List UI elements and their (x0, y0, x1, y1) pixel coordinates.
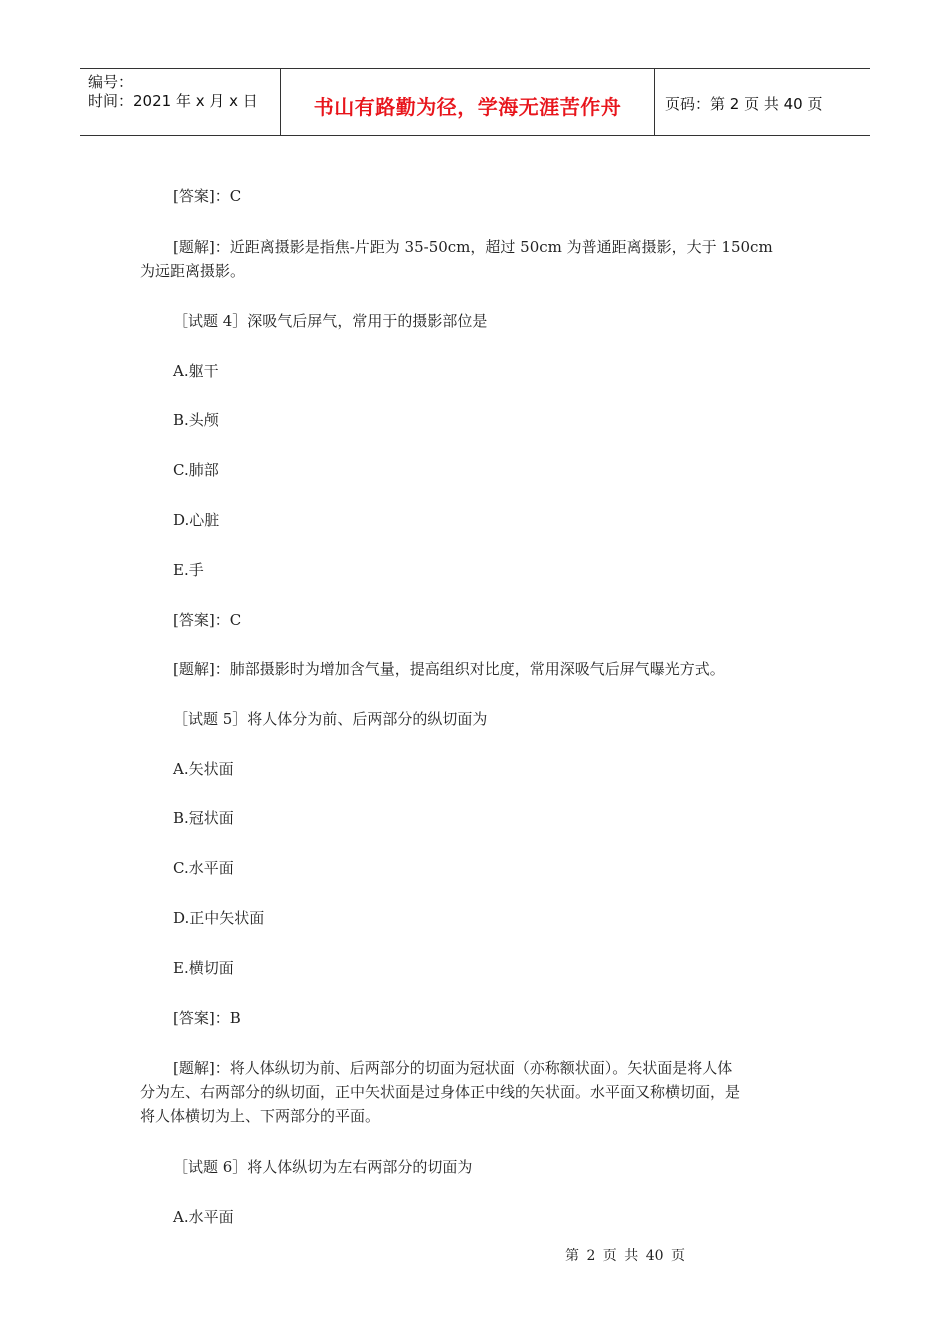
q4-option-c: C.肺部 (173, 461, 219, 479)
q5-explanation-line1: [题解]：将人体纵切为前、后两部分的切面为冠状面（亦称额状面）。矢状面是将人体 (173, 1059, 733, 1077)
header-date: 时间：2021 年 x 月 x 日 (88, 92, 258, 110)
q3-explanation-line2: 为远距离摄影。 (140, 262, 246, 280)
q5-option-e: E.横切面 (173, 959, 234, 977)
q6-option-a: A.水平面 (173, 1208, 234, 1226)
q4-option-b: B.头颅 (173, 411, 219, 429)
page-footer: 第 2 页 共 40 页 (565, 1248, 685, 1264)
q3-answer: [答案]：C (173, 187, 242, 205)
q4-option-a: A.躯干 (173, 362, 219, 380)
q4-option-e: E.手 (173, 561, 204, 579)
q5-explanation-line2: 分为左、右两部分的纵切面，正中矢状面是过身体正中线的矢状面。水平面又称横切面，是 (140, 1083, 741, 1101)
q5-option-a: A.矢状面 (173, 760, 234, 778)
header-motto: 书山有路勤为径，学海无涯苦作舟 (313, 95, 622, 119)
q4-answer: [答案]：C (173, 611, 242, 629)
q5-option-c: C.水平面 (173, 859, 234, 877)
q6-question: ［试题 6］将人体纵切为左右两部分的切面为 (173, 1158, 473, 1176)
header-number-label: 编号： (88, 73, 134, 91)
q4-question: ［试题 4］深吸气后屏气，常用于的摄影部位是 (173, 312, 488, 330)
header-page-code: 页码：第 2 页 共 40 页 (665, 95, 823, 113)
header-page-cell (655, 69, 870, 135)
q5-explanation-line3: 将人体横切为上、下两部分的平面。 (140, 1107, 381, 1125)
q5-answer: [答案]：B (173, 1009, 241, 1027)
q3-explanation-line1: [题解]：近距离摄影是指焦-片距为 35-50cm，超过 50cm 为普通距离摄影，大于 150cm (173, 238, 773, 256)
page-header (80, 68, 870, 136)
header-meta-cell (80, 69, 281, 135)
q5-option-b: B.冠状面 (173, 809, 234, 827)
q5-option-d: D.正中矢状面 (173, 909, 265, 927)
q4-explanation: [题解]：肺部摄影时为增加含气量，提高组织对比度，常用深吸气后屏气曝光方式。 (173, 660, 725, 678)
q5-question: ［试题 5］将人体分为前、后两部分的纵切面为 (173, 710, 488, 728)
header-motto-cell (281, 69, 655, 135)
q4-option-d: D.心脏 (173, 511, 220, 529)
